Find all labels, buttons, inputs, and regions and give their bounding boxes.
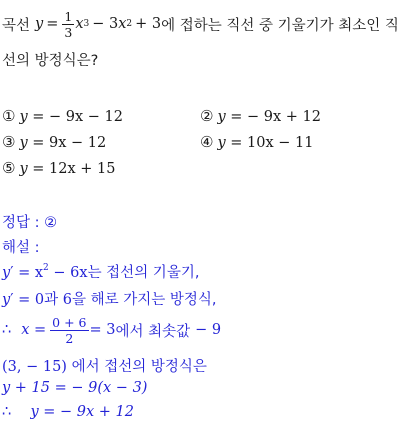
- choice-5[interactable]: [2, 159, 115, 177]
- choice-number: ⑤: [2, 159, 16, 177]
- answer-label: 정답 : ②: [2, 215, 58, 231]
- choice-lhs: y: [19, 135, 28, 151]
- choice-lhs: y: [217, 135, 226, 151]
- fraction-denominator: 3: [64, 24, 73, 40]
- question-text: 곡선: [2, 17, 31, 34]
- choice-number: ③: [2, 133, 16, 151]
- solution-line-1: $y' = x^2 - 6x$는 접선의 기울기,: [2, 263, 200, 281]
- solution-line-3: ∴ x = $\frac{0 + 6}{2}$ = 3 에서 최솟값 − 9: [2, 314, 222, 346]
- choice-4[interactable]: [200, 133, 313, 151]
- choice-rhs: = 10x − 11: [230, 135, 314, 151]
- therefore-symbol: ∴: [2, 322, 12, 338]
- math-eq: =: [46, 16, 59, 32]
- choice-number: ①: [2, 107, 16, 125]
- choice-number: ②: [200, 107, 214, 125]
- fraction: [62, 9, 74, 40]
- choice-2[interactable]: [200, 107, 321, 125]
- choice-3[interactable]: [2, 133, 106, 151]
- therefore-symbol: ∴: [2, 404, 12, 420]
- question-text: 에 접하는 직선 중 기울기가 최소인 직: [161, 17, 399, 34]
- choice-lhs: y: [19, 161, 28, 177]
- math-x: x: [118, 16, 127, 32]
- choice-number: ④: [200, 133, 214, 151]
- choice-rhs: = − 9x − 12: [32, 109, 124, 125]
- math-term: + 3: [135, 16, 162, 32]
- math-y: y: [35, 16, 44, 32]
- choice-rhs: = 9x − 12: [32, 135, 107, 151]
- choice-lhs: y: [217, 109, 226, 125]
- solution-line-5: y + 15 = − 9(x − 3): [2, 380, 148, 396]
- fraction-numerator: 1: [64, 8, 73, 24]
- solution-line-6: ∴ y = − 9x + 12: [2, 404, 134, 420]
- question-line-1: 곡선 y = $\frac{1}{3}$ x 3 − 3 x 2 + 3 에 접하는 직선 중 기울기가 최소인 직: [2, 8, 399, 40]
- choice-1[interactable]: [2, 107, 123, 125]
- question-line-2: 선의 방정식은?: [2, 53, 99, 69]
- math-x: x: [75, 16, 84, 32]
- math-term: − 3: [92, 16, 119, 32]
- choice-rhs: = 12x + 15: [32, 161, 116, 177]
- solution-label: 해설 :: [2, 240, 40, 256]
- choice-lhs: y: [19, 109, 28, 125]
- choice-rhs: = − 9x + 12: [230, 109, 322, 125]
- fraction: $\frac{0 + 6}{2}$: [52, 314, 87, 346]
- solution-line-2: y′ = 0과 6을 해로 가지는 방정식,: [2, 292, 217, 308]
- solution-line-4: (3, − 15) 에서 접선의 방정식은: [2, 359, 207, 375]
